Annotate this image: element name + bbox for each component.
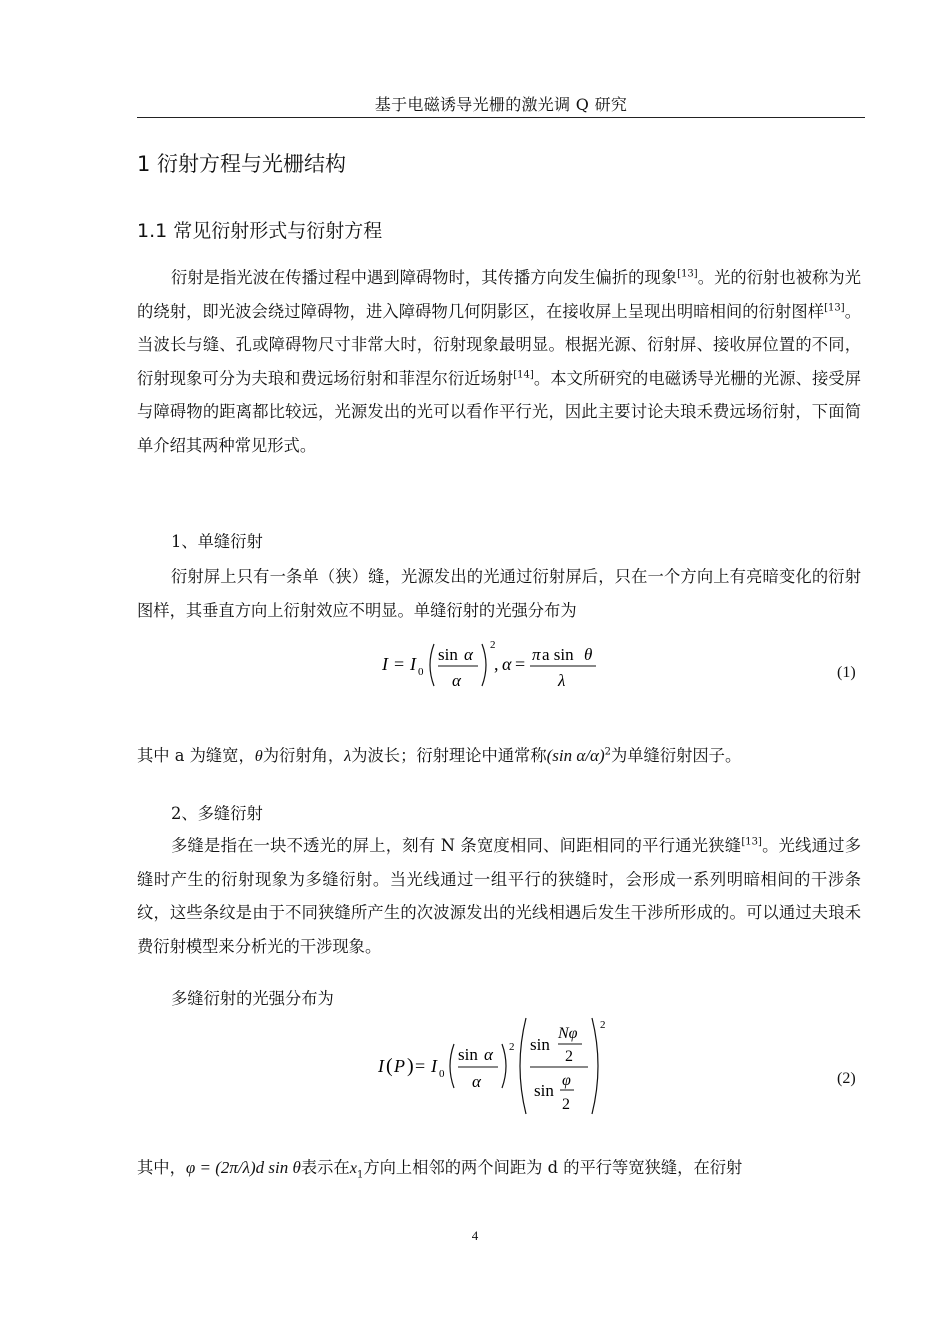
svg-text:=: =: [394, 654, 405, 674]
paragraph-diffraction-intro: 衍射是指光波在传播过程中遇到障碍物时，其传播方向发生偏折的现象[13]。光的衍射也被称为光的绕射，即光波会绕过障碍物，进入障碍物几何阴影区，在接收屏上呈现出明暗相间的衍射图样[13]。当波长与缝、孔或障碍物尺寸非常大时，衍射现象最明显。根据光源、衍射屏、接收屏位置的不同，衍射现象可分为夫琅和费远场衍射和菲涅尔衍近场射[14]。本文所研究的电磁诱导光栅的光源、接受屏与障碍物的距离都比较远，光源发出的光可以看作平行光，因此主要讨论夫琅禾费远场衍射，下面简单介绍其两种常见形式。: [137, 268, 861, 455]
svg-text:Nφ: Nφ: [558, 1025, 578, 1042]
citation: [13]: [824, 302, 845, 314]
svg-text:sin: sin: [458, 1045, 478, 1064]
page-number: 4: [471, 1228, 479, 1243]
svg-text:2: 2: [562, 1096, 570, 1113]
svg-text:I: I: [378, 1056, 384, 1076]
paragraph-phi-definition: 其中，φ = (2π/λ)d sin θ表示在$x_1$方向上相邻的两个间距为 d 的平行等宽狭缝，在衍射: [137, 1158, 743, 1181]
svg-text:λ: λ: [558, 671, 566, 690]
svg-text:sin: sin: [534, 1081, 554, 1100]
svg-text:P: P: [394, 1056, 405, 1076]
svg-text:=: =: [415, 1056, 426, 1076]
equation-number-2: (2): [837, 1070, 856, 1087]
svg-text:=: =: [515, 654, 526, 674]
svg-text:α: α: [484, 1045, 493, 1064]
svg-text:I: I: [382, 654, 388, 674]
svg-text:φ: φ: [562, 1072, 571, 1089]
svg-text:2: 2: [600, 1019, 606, 1031]
svg-text:α: α: [464, 645, 473, 664]
svg-text:): ): [407, 1055, 414, 1077]
paragraph-single-slit: 衍射屏上只有一条单（狭）缝，光源发出的光通过衍射屏后，只在一个方向上有亮暗变化的衍射图样，其垂直方向上衍射效应不明显。单缝衍射的光强分布为: [137, 567, 861, 620]
svg-text:0: 0: [439, 1068, 445, 1080]
paragraph-variable-definitions: 其中 a 为缝宽，θ为衍射角，λ为波长；衍射理论中通常称(sin α/α)$^2$为单缝衍射因子。: [137, 746, 742, 765]
section-heading: 1 衍射方程与光栅结构: [137, 152, 347, 176]
paragraph-multi-slit: 多缝是指在一块不透光的屏上，刻有 N 条宽度相同、间距相同的平行通光狭缝[13]。光线通过多缝时产生的衍射现象为多缝衍射。当光线通过一组平行的狭缝时，会形成一系列明暗相间的干涉条纹，这些条纹是由于不同狭缝所产生的次波源发出的光线相遇后发生干涉所形成的。可以通过夫琅禾费衍射模型来分析光的干涉现象。: [137, 836, 861, 956]
citation: [14]: [513, 369, 534, 381]
running-header: 基于电磁诱导光栅的激光调 Q 研究: [374, 95, 628, 114]
svg-text:α: α: [472, 1072, 481, 1091]
svg-text:a sin: a sin: [542, 645, 574, 664]
paragraph-multi-slit-intensity: 多缝衍射的光强分布为: [171, 989, 334, 1008]
svg-text:π: π: [532, 645, 541, 664]
svg-text:α: α: [452, 671, 461, 690]
svg-text:sin: sin: [530, 1035, 550, 1054]
svg-text:2: 2: [490, 639, 496, 651]
equation-single-slit: [380, 636, 620, 694]
svg-text:θ: θ: [584, 645, 593, 664]
list-item-single-slit: 1、单缝衍射: [171, 532, 263, 551]
svg-text:I: I: [410, 654, 416, 674]
citation: [13]: [741, 836, 762, 848]
svg-text:α: α: [502, 654, 512, 674]
svg-text:2: 2: [565, 1048, 573, 1065]
svg-text:2: 2: [509, 1041, 515, 1053]
svg-text:sin: sin: [438, 645, 458, 664]
equation-number-1: (1): [837, 664, 856, 681]
svg-text:I: I: [431, 1056, 437, 1076]
svg-text:,: ,: [494, 654, 499, 674]
header-rule: [137, 117, 865, 118]
equation-multi-slit: [376, 1014, 616, 1118]
svg-text:(: (: [386, 1055, 393, 1077]
citation: [13]: [677, 268, 698, 280]
subsection-heading: 1.1 常见衍射形式与衍射方程: [137, 220, 383, 242]
list-item-multi-slit: 2、多缝衍射: [171, 804, 263, 823]
svg-text:0: 0: [418, 666, 424, 678]
